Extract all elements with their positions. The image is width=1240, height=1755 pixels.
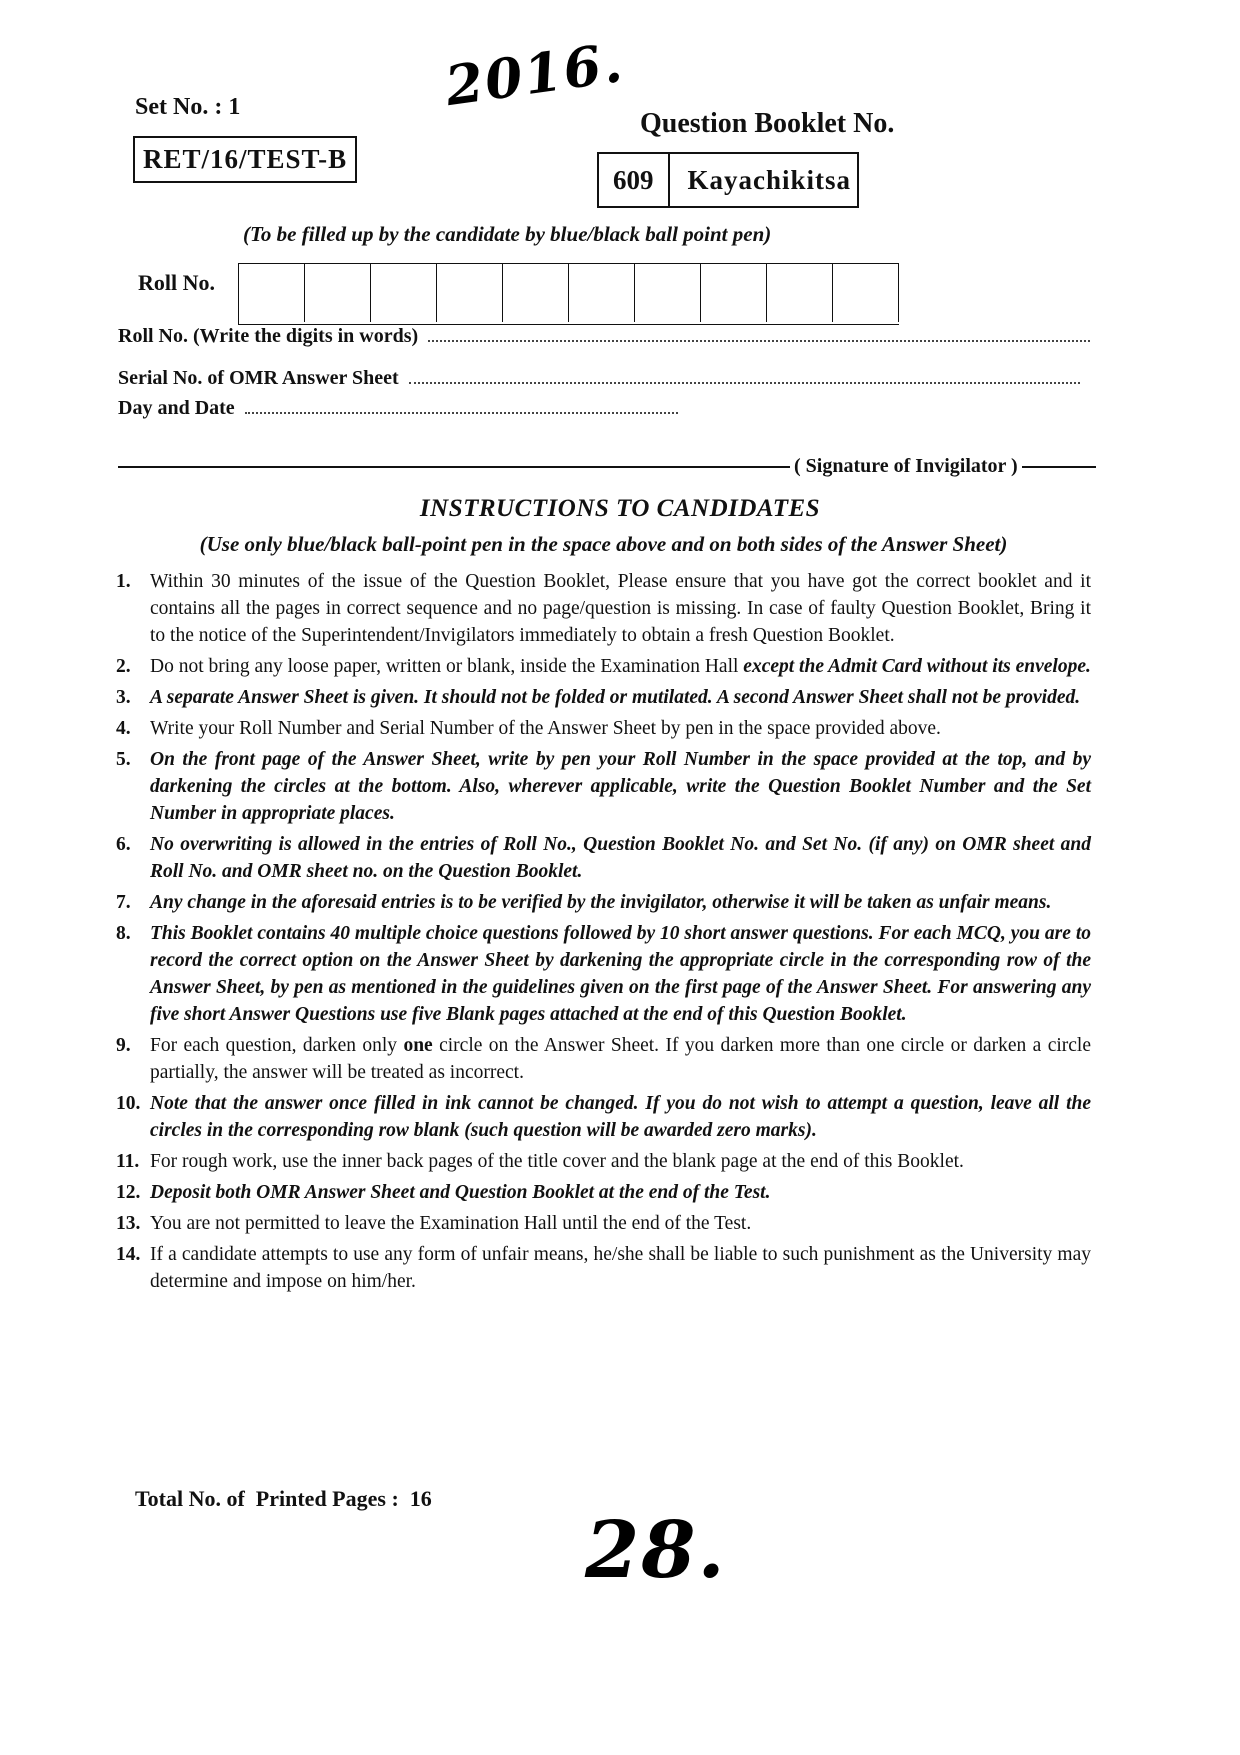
instruction-text-segment: Write your Roll Number and Serial Number of the Answer Sheet by pen in the space provided above.	[150, 718, 941, 739]
instruction-number: 11.	[116, 1151, 140, 1172]
instruction-number: 4.	[116, 718, 131, 739]
instruction-text-segment: No overwriting is allowed in the entries of Roll No., Question Booklet No. and Set No. (if any) on OMR sheet and Roll No. and OMR sheet no. on the Question Booklet.	[150, 834, 1091, 882]
instruction-number: 8.	[116, 923, 131, 944]
roll-no-label: Roll No.	[138, 270, 215, 295]
roll-no-digit-box[interactable]	[305, 264, 371, 322]
instruction-number: 5.	[116, 749, 131, 770]
roll-no-digit-box[interactable]	[767, 264, 833, 322]
invigilator-signature-label: ( Signature of Invigilator )	[790, 455, 1022, 478]
instruction-text-segment: You are not permitted to leave the Examination Hall until the end of the Test.	[150, 1213, 752, 1234]
instruction-text	[150, 568, 1091, 649]
instruction-text	[150, 1148, 1091, 1175]
instruction-number: 12.	[116, 1182, 141, 1203]
instruction-text-segment: For each question, darken only	[150, 1035, 404, 1056]
day-date-field[interactable]	[118, 397, 678, 420]
instruction-text-segment: Deposit both OMR Answer Sheet and Question Booklet at the end of the Test.	[150, 1182, 771, 1203]
instruction-number: 14.	[116, 1244, 141, 1265]
instruction-number: 1.	[116, 571, 131, 592]
roll-no-digit-box[interactable]	[503, 264, 569, 322]
instructions-subtitle: (Use only blue/black ball-point pen in the space above and on both sides of the Answer Sheet)	[199, 532, 1008, 556]
instruction-item	[116, 1032, 1091, 1086]
set-number: Set No. : 1	[135, 94, 241, 120]
instruction-text	[150, 889, 1091, 916]
roll-no-digit-box[interactable]	[701, 264, 767, 322]
instruction-item	[116, 1179, 1091, 1206]
instruction-text-segment: Within 30 minutes of the issue of the Question Booklet, Please ensure that you have got the correct booklet and it contains all the pages in correct sequence and no page/question is missing. In case of faulty Question Booklet, Bring it to the notice of the Superintendent/Invigilators immediately to obtain a fresh Question Booklet.	[150, 571, 1091, 646]
instruction-text-segment: Do not bring any loose paper, written or blank, inside the Examination Hall	[150, 656, 744, 677]
instruction-text-segment: one	[403, 1035, 433, 1056]
instruction-text	[150, 920, 1091, 1028]
instruction-number: 6.	[116, 834, 131, 855]
instruction-text-segment: Note that the answer once filled in ink cannot be changed. If you do not wish to attempt a question, leave all the circles in the corresponding row blank (such question will be awarded zero marks).	[150, 1093, 1091, 1141]
instruction-text-segment: On the front page of the Answer Sheet, write by pen your Roll Number in the space provided at the top, and by darkening the circles at the bottom. Also, wherever applicable, write the Question Booklet Number and the Set Number in appropriate places.	[150, 749, 1091, 824]
instruction-item	[116, 920, 1091, 1028]
omr-serial-label: Serial No. of OMR Answer Sheet	[118, 367, 399, 389]
instruction-text	[150, 1179, 1091, 1206]
instruction-text	[150, 715, 1091, 742]
instruction-item	[116, 831, 1091, 885]
instruction-item	[116, 1148, 1091, 1175]
instruction-item	[116, 746, 1091, 827]
instruction-text	[150, 831, 1091, 885]
roll-no-digit-box[interactable]	[569, 264, 635, 322]
instruction-text	[150, 746, 1091, 827]
instruction-text	[150, 1241, 1091, 1295]
roll-no-digit-box[interactable]	[239, 264, 305, 322]
roll-words-label: Roll No. (Write the digits in words)	[118, 325, 419, 347]
omr-serial-field[interactable]	[118, 367, 1080, 390]
instruction-number: 2.	[116, 656, 131, 677]
roll-no-digit-box[interactable]	[635, 264, 701, 322]
roll-words-field[interactable]	[118, 325, 1090, 348]
instruction-item	[116, 568, 1091, 649]
handwritten-page-count: 28.	[585, 1505, 727, 1596]
roll-no-digit-box[interactable]	[371, 264, 437, 322]
instruction-item	[116, 1241, 1091, 1295]
total-printed-pages: Total No. of Printed Pages : 16	[135, 1486, 432, 1511]
roll-no-digit-box[interactable]	[833, 264, 899, 322]
instruction-text-segment: If a candidate attempts to use any form of unfair means, he/she shall be liable to such punishment as the University may determine and impose on him/her.	[150, 1244, 1091, 1292]
booklet-number: 609	[599, 154, 670, 206]
instruction-text-segment: A separate Answer Sheet is given. It should not be folded or mutilated. A second Answer Sheet shall not be provided.	[150, 687, 1081, 708]
fill-instruction-note: (To be filled up by the candidate by blue/black ball point pen)	[243, 222, 772, 246]
instructions-title: INSTRUCTIONS TO CANDIDATES	[419, 495, 821, 522]
instruction-item	[116, 1090, 1091, 1144]
instruction-text-segment: Any change in the aforesaid entries is to be verified by the invigilator, otherwise it will be taken as unfair means.	[150, 892, 1052, 913]
instruction-item	[116, 889, 1091, 916]
instruction-text	[150, 1210, 1091, 1237]
instructions-list	[116, 568, 1091, 1299]
instruction-text-segment: circle on the Answer Sheet. If you darken more than one circle or darken a circle partially, the answer will be treated as incorrect.	[150, 1035, 1091, 1083]
instruction-number: 3.	[116, 687, 131, 708]
instruction-text-segment: For rough work, use the inner back pages of the title cover and the blank page at the end of this Booklet.	[150, 1151, 964, 1172]
handwritten-year: 2016.	[441, 29, 628, 119]
roll-no-boxes[interactable]	[238, 263, 899, 325]
instruction-text	[150, 1032, 1091, 1086]
test-code: RET/16/TEST-B	[133, 136, 357, 183]
instruction-text	[150, 1090, 1091, 1144]
instruction-number: 9.	[116, 1035, 131, 1056]
instruction-item	[116, 715, 1091, 742]
instruction-item	[116, 684, 1091, 711]
instruction-text	[150, 653, 1091, 680]
instruction-number: 7.	[116, 892, 131, 913]
booklet-label: Question Booklet No.	[640, 108, 895, 139]
instruction-text-segment: except the Admit Card without its envelope.	[743, 656, 1091, 677]
booklet-number-box	[597, 152, 859, 208]
instruction-item	[116, 653, 1091, 680]
instruction-text-segment: This Booklet contains 40 multiple choice questions followed by 10 short answer questions. For each MCQ, you are to record the correct option on the Answer Sheet by darkening the appropriate circle in the corresponding row of the Answer Sheet, by pen as mentioned in the guidelines given on the first page of the Answer Sheet. For answering any five short Answer Questions use five Blank pages attached at the end of this Question Booklet.	[150, 923, 1091, 1025]
instruction-text	[150, 684, 1091, 711]
subject-name: Kayachikitsa	[687, 164, 852, 195]
day-date-label: Day and Date	[118, 397, 235, 419]
instruction-number: 13.	[116, 1213, 141, 1234]
instruction-number: 10.	[116, 1093, 141, 1114]
roll-no-digit-box[interactable]	[437, 264, 503, 322]
instruction-item	[116, 1210, 1091, 1237]
